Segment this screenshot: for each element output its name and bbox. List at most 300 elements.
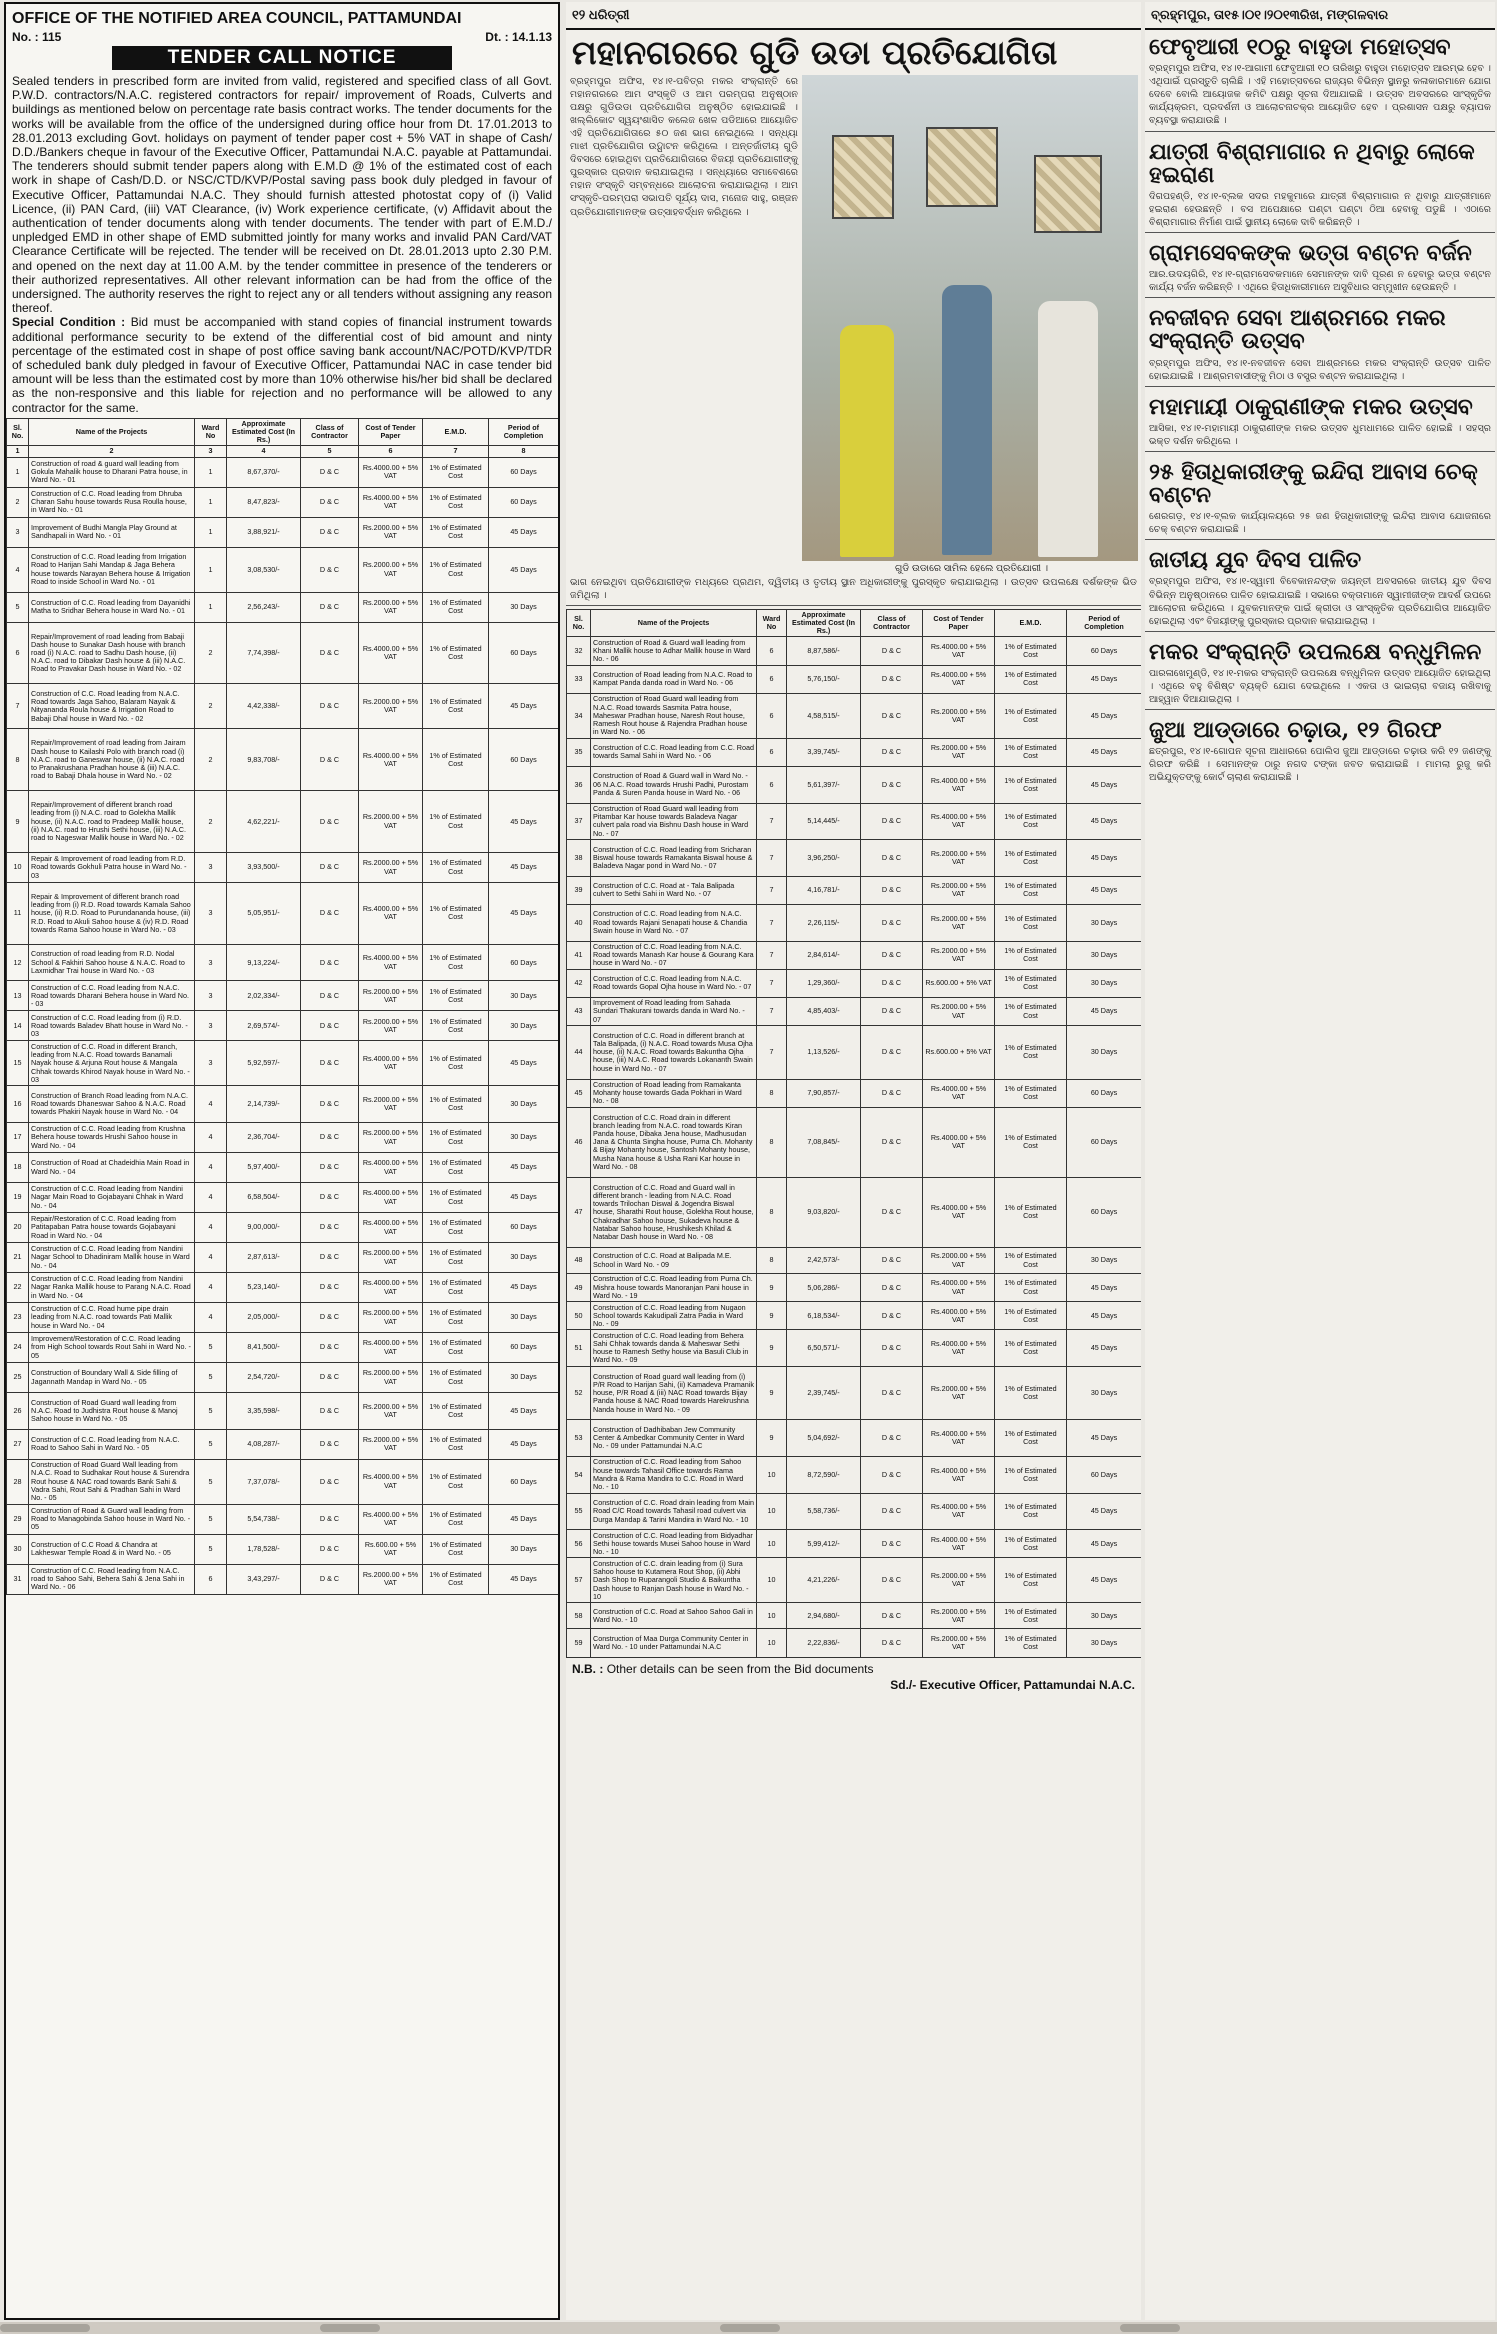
- ward-cell: 4: [195, 1086, 227, 1123]
- kite-story-block: [566, 75, 1141, 576]
- ward-cell: 9: [757, 1330, 787, 1367]
- ward-cell: 2: [195, 684, 227, 729]
- tender-paper-cell: Rs.2000.00 + 5% VAT: [923, 1367, 995, 1420]
- tender-paper-cell: Rs.4000.00 + 5% VAT: [923, 1530, 995, 1558]
- scroll-thumb[interactable]: [720, 2324, 780, 2332]
- ward-cell: 1: [195, 592, 227, 622]
- table-row: [567, 693, 1142, 738]
- period-cell: 60 Days: [489, 487, 559, 517]
- news-headline: ଫେବୃଆରୀ ୧୦ରୁ ବାହୁଡା ମହୋତ୍ସବ: [1149, 34, 1451, 60]
- emd-cell: 1% of Estimated Cost: [423, 1504, 489, 1534]
- serial-cell: 16: [7, 1086, 29, 1123]
- class-cell: D & C: [301, 853, 359, 883]
- period-cell: 30 Days: [1067, 1367, 1142, 1420]
- project-cell: Construction of Road & Guard wall in Ward No. - 06 N.A.C. Road towards Hrushi Padhi, Purostam Panda & Suren Panda house in Ward No. - 06: [591, 767, 757, 804]
- class-cell: D & C: [861, 997, 923, 1025]
- table-row: [567, 1558, 1142, 1603]
- serial-cell: 39: [567, 876, 591, 904]
- table-row: [567, 665, 1142, 693]
- column-number: 3: [195, 446, 227, 457]
- cost-cell: 7,37,078/-: [227, 1459, 301, 1504]
- serial-cell: 2: [7, 487, 29, 517]
- project-cell: Construction of road & guard wall leading from Gokula Mahalik house to Dharani Patra house, in Ward No. - 01: [29, 457, 195, 487]
- special-condition-label: Special Condition :: [12, 315, 126, 330]
- class-cell: D & C: [301, 1393, 359, 1430]
- period-cell: 45 Days: [489, 1564, 559, 1594]
- tender-paper-cell: Rs.2000.00 + 5% VAT: [923, 876, 995, 904]
- project-cell: Construction of Boundary Wall & Side filling of Jagannath Mandap in Ward No. - 05: [29, 1363, 195, 1393]
- divider: [566, 605, 1141, 606]
- tender-paper-cell: Rs.2000.00 + 5% VAT: [359, 1363, 423, 1393]
- cost-cell: 3,88,921/-: [227, 517, 301, 547]
- tender-paper-cell: Rs.2000.00 + 5% VAT: [359, 1086, 423, 1123]
- class-cell: D & C: [861, 767, 923, 804]
- serial-cell: 52: [567, 1367, 591, 1420]
- period-cell: 30 Days: [489, 1303, 559, 1333]
- ward-cell: 7: [757, 876, 787, 904]
- child-figure: [1038, 301, 1098, 557]
- emd-cell: 1% of Estimated Cost: [423, 1086, 489, 1123]
- period-cell: 45 Days: [1067, 693, 1142, 738]
- serial-cell: 43: [567, 997, 591, 1025]
- ward-cell: 3: [195, 883, 227, 945]
- class-cell: D & C: [861, 1558, 923, 1603]
- table-row: [7, 622, 559, 684]
- table-row: [7, 1429, 559, 1459]
- cost-cell: 1,78,528/-: [227, 1534, 301, 1564]
- table-row: [7, 1504, 559, 1534]
- kite-headline: ମହାନଗରରେ ଗୁଡି ଉଡା ପ୍ରତିଯୋଗିତା: [572, 33, 1058, 72]
- period-cell: 45 Days: [1067, 1302, 1142, 1330]
- kite-story-continued: ଭାଗ ନେଇଥିବା ପ୍ରତିଯୋଗୀଙ୍କ ମଧ୍ୟରେ ପ୍ରଥମ, ଦ୍ୱିତୀୟ ଓ ତୃତୀୟ ସ୍ଥାନ ଅଧିକାରୀଙ୍କୁ ପୁରସ୍କୃତ କରାଯାଇଥିଲା । ଉତ୍ସବ ଉପଲକ୍ଷେ ଦର୍ଶକଙ୍କ ଭିଡ ଜମିଥିଲା ।: [570, 576, 1137, 601]
- cost-cell: 2,02,334/-: [227, 981, 301, 1011]
- class-cell: D & C: [861, 1302, 923, 1330]
- cost-cell: 5,23,140/-: [227, 1273, 301, 1303]
- class-cell: D & C: [301, 1333, 359, 1363]
- period-cell: 45 Days: [1067, 767, 1142, 804]
- tender-paper-cell: Rs.2000.00 + 5% VAT: [923, 738, 995, 766]
- column-header: Class of Contractor: [861, 609, 923, 637]
- cost-cell: 6,18,534/-: [787, 1302, 861, 1330]
- serial-cell: 27: [7, 1429, 29, 1459]
- period-cell: 30 Days: [489, 1363, 559, 1393]
- cost-cell: 3,96,250/-: [787, 840, 861, 877]
- cost-cell: 3,39,745/-: [787, 738, 861, 766]
- table-row: [7, 1459, 559, 1504]
- ward-cell: 4: [195, 1243, 227, 1273]
- column-header: E.M.D.: [423, 418, 489, 446]
- emd-cell: 1% of Estimated Cost: [423, 622, 489, 684]
- serial-cell: 59: [567, 1629, 591, 1657]
- ward-cell: 10: [757, 1603, 787, 1629]
- period-cell: 45 Days: [489, 684, 559, 729]
- class-cell: D & C: [301, 1459, 359, 1504]
- cost-cell: 8,72,590/-: [787, 1457, 861, 1494]
- serial-cell: 41: [567, 941, 591, 969]
- serial-cell: 6: [7, 622, 29, 684]
- cost-cell: 2,05,000/-: [227, 1303, 301, 1333]
- table-row: [7, 853, 559, 883]
- cost-cell: 4,85,403/-: [787, 997, 861, 1025]
- ward-cell: 2: [195, 622, 227, 684]
- column-header: Period of Completion: [1067, 609, 1142, 637]
- notice-number: No. : 115: [12, 30, 62, 44]
- table-row: [567, 876, 1142, 904]
- cost-cell: 7,74,398/-: [227, 622, 301, 684]
- period-cell: 45 Days: [489, 1041, 559, 1086]
- emd-cell: 1% of Estimated Cost: [995, 693, 1067, 738]
- table-row: [567, 1107, 1142, 1177]
- table-row: [7, 729, 559, 791]
- table-row: [567, 1274, 1142, 1302]
- class-cell: D & C: [861, 1274, 923, 1302]
- table-row: [7, 1534, 559, 1564]
- cost-cell: 2,39,745/-: [787, 1367, 861, 1420]
- cost-cell: 2,54,720/-: [227, 1363, 301, 1393]
- scroll-thumb[interactable]: [320, 2324, 380, 2332]
- serial-cell: 35: [567, 738, 591, 766]
- tender-paper-cell: Rs.2000.00 + 5% VAT: [359, 684, 423, 729]
- table-row: [567, 767, 1142, 804]
- ward-cell: 3: [195, 1041, 227, 1086]
- ward-cell: 6: [757, 693, 787, 738]
- project-cell: Construction of C.C. Road leading from N.A.C. Road towards Gopal Ojha house in Ward No. - 07: [591, 969, 757, 997]
- cost-cell: 7,90,857/-: [787, 1079, 861, 1107]
- period-cell: 30 Days: [1067, 1603, 1142, 1629]
- ward-cell: 8: [757, 1107, 787, 1177]
- serial-cell: 56: [567, 1530, 591, 1558]
- cost-cell: 8,41,500/-: [227, 1333, 301, 1363]
- cost-cell: 2,94,680/-: [787, 1603, 861, 1629]
- emd-cell: 1% of Estimated Cost: [995, 1558, 1067, 1603]
- emd-cell: 1% of Estimated Cost: [995, 767, 1067, 804]
- ward-cell: 1: [195, 457, 227, 487]
- serial-cell: 33: [567, 665, 591, 693]
- period-cell: 45 Days: [489, 1429, 559, 1459]
- divider: [1145, 451, 1495, 452]
- project-cell: Construction of C.C. Road leading from Purna Ch. Mishra house towards Manoranjan Pani house in Ward No. - 19: [591, 1274, 757, 1302]
- emd-cell: 1% of Estimated Cost: [423, 592, 489, 622]
- ward-cell: 5: [195, 1393, 227, 1430]
- class-cell: D & C: [861, 941, 923, 969]
- serial-cell: 57: [567, 1558, 591, 1603]
- emd-cell: 1% of Estimated Cost: [995, 1274, 1067, 1302]
- tender-paper-cell: Rs.4000.00 + 5% VAT: [923, 767, 995, 804]
- ward-cell: 1: [195, 487, 227, 517]
- project-cell: Construction of C.C. Road leading from N.A.C. Road towards Dharani Behera house in Ward No. - 03: [29, 981, 195, 1011]
- tender-paper-cell: Rs.2000.00 + 5% VAT: [923, 1558, 995, 1603]
- table-row: [7, 1153, 559, 1183]
- class-cell: D & C: [301, 592, 359, 622]
- ward-cell: 6: [757, 738, 787, 766]
- class-cell: D & C: [301, 1086, 359, 1123]
- serial-cell: 24: [7, 1333, 29, 1363]
- table-row: [567, 941, 1142, 969]
- serial-cell: 34: [567, 693, 591, 738]
- project-cell: Construction of Road Guard Wall leading from N.A.C. Road to Sudhakar Rout house & Surendra Rout house & NAC road towards Bank Sahi & Vadra Sahi, Rout Sahi & Pradhan Sahi in Ward No. - 05: [29, 1459, 195, 1504]
- ward-cell: 4: [195, 1183, 227, 1213]
- tender-paper-cell: Rs.4000.00 + 5% VAT: [923, 637, 995, 665]
- cost-cell: 9,83,708/-: [227, 729, 301, 791]
- table-row: [567, 1629, 1142, 1657]
- table-header-row: [567, 609, 1142, 637]
- office-heading: OFFICE OF THE NOTIFIED AREA COUNCIL, PATTAMUNDAI: [12, 10, 462, 27]
- class-cell: D & C: [301, 622, 359, 684]
- table-row: [7, 944, 559, 981]
- cost-cell: 2,26,115/-: [787, 904, 861, 941]
- class-cell: D & C: [301, 1303, 359, 1333]
- project-cell: Improvement of Road leading from Sahada Sundari Thakurani towards danda in Ward No. - 07: [591, 997, 757, 1025]
- period-cell: 45 Days: [1067, 1330, 1142, 1367]
- table-row: [567, 738, 1142, 766]
- cost-cell: 4,21,226/-: [787, 1558, 861, 1603]
- table-header-row: [7, 418, 559, 446]
- news-headline: ୨୫ ହିତାଧିକାରୀଙ୍କୁ ଇନ୍ଦିରା ଆବାସ ଚେକ୍ ବଣ୍ଟନ: [1149, 458, 1478, 509]
- column-header: Approximate Estimated Cost (In Rs.): [787, 609, 861, 637]
- emd-cell: 1% of Estimated Cost: [995, 1420, 1067, 1457]
- cost-cell: 5,04,692/-: [787, 1420, 861, 1457]
- notice-number-row: [6, 30, 558, 44]
- scroll-thumb[interactable]: [1120, 2324, 1180, 2332]
- tender-paper-cell: Rs.4000.00 + 5% VAT: [359, 622, 423, 684]
- project-cell: Construction of C.C. Road in different Branch, leading from N.A.C. Road towards Banamali Nayak house & Arjuna Rout house & Mangala Chhak towards Khirod Nayak house in Ward No. - 03: [29, 1041, 195, 1086]
- ward-cell: 6: [757, 637, 787, 665]
- child-figure: [840, 325, 894, 557]
- serial-cell: 19: [7, 1183, 29, 1213]
- ward-cell: 7: [757, 969, 787, 997]
- project-cell: Construction of road leading from R.D. Nodal School & Fakhiri Sahoo house & N.A.C. Road to Laxmidhar Trai house in Ward No. - 03: [29, 944, 195, 981]
- cost-cell: 5,06,286/-: [787, 1274, 861, 1302]
- serial-cell: 11: [7, 883, 29, 945]
- period-cell: 60 Days: [1067, 1457, 1142, 1494]
- class-cell: D & C: [861, 637, 923, 665]
- cost-cell: 3,08,530/-: [227, 547, 301, 592]
- emd-cell: 1% of Estimated Cost: [995, 1330, 1067, 1367]
- serial-cell: 47: [567, 1177, 591, 1247]
- serial-cell: 18: [7, 1153, 29, 1183]
- table-row: [7, 1243, 559, 1273]
- cost-cell: 8,67,370/-: [227, 457, 301, 487]
- divider: [1145, 386, 1495, 387]
- tender-paper-cell: Rs.4000.00 + 5% VAT: [923, 1107, 995, 1177]
- serial-cell: 23: [7, 1303, 29, 1333]
- news-text: ଆର.ଉଦୟଗିରି, ୧୪।୧-ଗ୍ରାମସେବକମାନେ ସେମାନଙ୍କ ଦାବି ପୂରଣ ନ ହେବାରୁ ଭତ୍ତା ବଣ୍ଟନ କାର୍ଯ୍ୟ ବର୍ଜନ କରିଛନ୍ତି । ଏଥିରେ ହିତାଧିକାରୀମାନେ ଅସୁବିଧାର ସମ୍ମୁଖୀନ ହେଉଛନ୍ତି ।: [1149, 269, 1491, 294]
- cost-cell: 5,97,400/-: [227, 1153, 301, 1183]
- emd-cell: 1% of Estimated Cost: [423, 684, 489, 729]
- news-text: ଆସିକା, ୧୪।୧-ମହାମାୟୀ ଠାକୁରାଣୀଙ୍କ ମକର ଉତ୍ସବ ଧୁମଧାମରେ ପାଳିତ ହୋଇଛି । ସହସ୍ର ଭକ୍ତ ଦର୍ଶନ କରିଥିଲେ ।: [1149, 422, 1491, 447]
- project-cell: Construction of Road at Chadeidhia Main Road in Ward No. - 04: [29, 1153, 195, 1183]
- emd-cell: 1% of Estimated Cost: [995, 876, 1067, 904]
- class-cell: D & C: [861, 1079, 923, 1107]
- table-row: [567, 1493, 1142, 1530]
- table-row: [7, 1273, 559, 1303]
- cost-cell: 1,13,526/-: [787, 1026, 861, 1079]
- ward-cell: 3: [195, 853, 227, 883]
- tender-paper-cell: Rs.2000.00 + 5% VAT: [359, 1303, 423, 1333]
- class-cell: D & C: [861, 1530, 923, 1558]
- tender-notice-panel: [4, 2, 560, 2320]
- project-cell: Construction of C.C Road & Chandra at Lakheswar Temple Road & in Ward No. - 05: [29, 1534, 195, 1564]
- emd-cell: 1% of Estimated Cost: [995, 904, 1067, 941]
- table-row: [567, 1530, 1142, 1558]
- project-cell: Construction of C.C. Road leading from N.A.C. Road towards Jaga Sahoo, Balaram Nayak & Nityananda Roula house & Irrigation Road to Babaji Dhal house in Ward No. - 02: [29, 684, 195, 729]
- project-cell: Repair/Restoration of C.C. Road leading from Patitapaban Patra house towards Gojabayani Road in Ward No. - 04: [29, 1213, 195, 1243]
- divider: [1145, 709, 1495, 710]
- period-cell: 30 Days: [1067, 904, 1142, 941]
- tender-title: TENDER CALL NOTICE: [112, 46, 452, 70]
- emd-cell: 1% of Estimated Cost: [423, 729, 489, 791]
- serial-cell: 7: [7, 684, 29, 729]
- table-row: [7, 547, 559, 592]
- emd-cell: 1% of Estimated Cost: [423, 1183, 489, 1213]
- tender-paper-cell: Rs.2000.00 + 5% VAT: [923, 1248, 995, 1274]
- column-number: 6: [359, 446, 423, 457]
- serial-cell: 53: [567, 1420, 591, 1457]
- page-header-middle: [566, 2, 1141, 30]
- period-cell: 30 Days: [489, 1123, 559, 1153]
- horizontal-scrollbar[interactable]: [0, 2322, 1497, 2334]
- tender-paper-cell: Rs.2000.00 + 5% VAT: [359, 517, 423, 547]
- class-cell: D & C: [301, 487, 359, 517]
- ward-cell: 4: [195, 1273, 227, 1303]
- project-cell: Construction of C.C. Road leading from Nandini Nagar Ranka Mallik house to Parang N.A.C. Road in Ward No. - 04: [29, 1273, 195, 1303]
- project-cell: Repair/Improvement of different branch road leading from (i) N.A.C. road to Golekha Mallik house, (ii) N.A.C. road to Pradeep Mallik house, (ii) N.A.C. road to Hrushi Sethi house, (iii) N.A.C. road to Nageswar Mallik house in Ward No. - 02: [29, 791, 195, 853]
- project-cell: Improvement of Budhi Mangla Play Ground at Sandhapali in Ward No. - 01: [29, 517, 195, 547]
- ward-cell: 6: [757, 767, 787, 804]
- tender-paper-cell: Rs.2000.00 + 5% VAT: [923, 840, 995, 877]
- emd-cell: 1% of Estimated Cost: [995, 738, 1067, 766]
- emd-cell: 1% of Estimated Cost: [995, 1629, 1067, 1657]
- scroll-thumb[interactable]: [0, 2324, 90, 2332]
- tender-paper-cell: Rs.4000.00 + 5% VAT: [359, 883, 423, 945]
- tender-paper-cell: Rs.2000.00 + 5% VAT: [923, 941, 995, 969]
- news-text: ବ୍ରହ୍ମପୁର ଅଫିସ, ୧୪।୧-ଆଗାମୀ ଫେବୃଆରୀ ୧୦ ତାରିଖରୁ ବାହୁଡା ମହୋତ୍ସବ ଆରମ୍ଭ ହେବ । ଏଥିପାଇଁ ପ୍ରସ୍ତୁତି ଚାଲିଛି । ଏହି ମହୋତ୍ସବରେ ରାଜ୍ୟର ବିଭିନ୍ନ ସ୍ଥାନରୁ କଳାକାରମାନେ ଯୋଗ ଦେବେ ବୋଲି ଆୟୋଜକ କମିଟି ପକ୍ଷରୁ ସୂଚନା ଦିଆଯାଇଛି । ଉତ୍ସବ ଅବସରରେ ସାଂସ୍କୃତିକ କାର୍ଯ୍ୟକ୍ରମ, ପ୍ରଦର୍ଶନୀ ଓ ଆଲୋଚନାଚକ୍ର ଆୟୋଜିତ ହେବ । ପ୍ରଶାସନ ପକ୍ଷରୁ ବ୍ୟାପକ ବ୍ୟବସ୍ଥା କରାଯାଉଛି ।: [1149, 63, 1491, 127]
- project-cell: Improvement/Restoration of C.C. Road leading from High School towards Rout Sahi in Ward No. - 05: [29, 1333, 195, 1363]
- serial-cell: 37: [567, 803, 591, 840]
- column-header: Period of Completion: [489, 418, 559, 446]
- cost-cell: 5,76,150/-: [787, 665, 861, 693]
- tender-paper-cell: Rs.4000.00 + 5% VAT: [359, 1213, 423, 1243]
- ward-cell: 10: [757, 1629, 787, 1657]
- emd-cell: 1% of Estimated Cost: [423, 1303, 489, 1333]
- tender-paper-cell: Rs.2000.00 + 5% VAT: [359, 592, 423, 622]
- class-cell: D & C: [861, 1603, 923, 1629]
- period-cell: 60 Days: [1067, 1107, 1142, 1177]
- column-header: Class of Contractor: [301, 418, 359, 446]
- project-cell: Construction of Road & Guard wall leading from Khani Mallik house to Adhar Mallik house in Ward No. - 06: [591, 637, 757, 665]
- cost-cell: 2,84,614/-: [787, 941, 861, 969]
- serial-cell: 36: [567, 767, 591, 804]
- news-headline: ନବଜୀବନ ସେବା ଆଶ୍ରମରେ ମକର ସଂକ୍ରାନ୍ତି ଉତ୍ସବ: [1149, 305, 1446, 355]
- project-cell: Construction of C.C. Road at Sahoo Sahoo Gali in Ward No. - 10: [591, 1603, 757, 1629]
- table-row: [7, 1363, 559, 1393]
- ward-cell: 8: [757, 1177, 787, 1247]
- cost-cell: 2,69,574/-: [227, 1011, 301, 1041]
- column-header: Cost of Tender Paper: [359, 418, 423, 446]
- project-cell: Construction of C.C. Road leading from Sahoo house towards Tahasil Office towards Rama Mandra & Rama Mandira to C.C. Road in Ward No. - 10: [591, 1457, 757, 1494]
- ward-cell: 5: [195, 1363, 227, 1393]
- period-cell: 45 Days: [489, 1183, 559, 1213]
- class-cell: D & C: [301, 729, 359, 791]
- cost-cell: 3,35,598/-: [227, 1393, 301, 1430]
- special-condition: [6, 315, 558, 414]
- emd-cell: 1% of Estimated Cost: [995, 1302, 1067, 1330]
- emd-cell: 1% of Estimated Cost: [423, 944, 489, 981]
- class-cell: D & C: [301, 791, 359, 853]
- project-cell: Construction of Road Guard wall leading from Pitambar Kar house towards Baladeva Nagar culvert pala road via Bishnu Dash house in Ward No. - 07: [591, 803, 757, 840]
- cost-cell: 4,42,338/-: [227, 684, 301, 729]
- ward-cell: 3: [195, 1011, 227, 1041]
- emd-cell: 1% of Estimated Cost: [995, 969, 1067, 997]
- column-header: E.M.D.: [995, 609, 1067, 637]
- class-cell: D & C: [301, 684, 359, 729]
- emd-cell: 1% of Estimated Cost: [995, 941, 1067, 969]
- tender-paper-cell: Rs.4000.00 + 5% VAT: [359, 729, 423, 791]
- class-cell: D & C: [861, 1629, 923, 1657]
- class-cell: D & C: [861, 1177, 923, 1247]
- emd-cell: 1% of Estimated Cost: [423, 853, 489, 883]
- tender-paper-cell: Rs.4000.00 + 5% VAT: [923, 1177, 995, 1247]
- ward-cell: 5: [195, 1429, 227, 1459]
- table-row: [567, 803, 1142, 840]
- cost-cell: 8,87,586/-: [787, 637, 861, 665]
- project-cell: Construction of C.C. Road drain in different branch leading from N.A.C. road towards Kiran Panda house, Dibaka Jena house, Madhusudan Jana & Chunta Singha house, Purna Ch. Mohanty & Bijay Mohanty house, Santosh Mohanty house, Musha Nana house & Usha Rani Kar house in Ward No. - 08: [591, 1107, 757, 1177]
- tender-table-left: [6, 418, 559, 1595]
- class-cell: D & C: [301, 1011, 359, 1041]
- column-header: Ward No: [195, 418, 227, 446]
- class-cell: D & C: [861, 904, 923, 941]
- period-cell: 45 Days: [489, 1273, 559, 1303]
- project-cell: Construction of C.C. Road leading from C.C. Road towards Samal Sahi in Ward No. - 06: [591, 738, 757, 766]
- period-cell: 30 Days: [1067, 1629, 1142, 1657]
- divider: [1145, 131, 1495, 132]
- emd-cell: 1% of Estimated Cost: [423, 1459, 489, 1504]
- cost-cell: 2,36,704/-: [227, 1123, 301, 1153]
- column-number: 7: [423, 446, 489, 457]
- tender-paper-cell: Rs.4000.00 + 5% VAT: [359, 1041, 423, 1086]
- serial-cell: 51: [567, 1330, 591, 1367]
- period-cell: 30 Days: [1067, 969, 1142, 997]
- project-cell: Construction of C.C. Road leading from Behera Sahi Chhak towards danda & Maheswar Sethi house to Ramesh Sethy house via Basuli Club in Ward No. - 09: [591, 1330, 757, 1367]
- class-cell: D & C: [301, 944, 359, 981]
- ward-cell: 10: [757, 1558, 787, 1603]
- kite-shape: [926, 127, 998, 207]
- emd-cell: 1% of Estimated Cost: [995, 1177, 1067, 1247]
- tender-paper-cell: Rs.4000.00 + 5% VAT: [923, 1274, 995, 1302]
- kite-shape: [832, 135, 894, 219]
- serial-cell: 28: [7, 1459, 29, 1504]
- project-cell: Construction of Road leading from N.A.C. Road to Kampat Panda danda road in Ward No. - 06: [591, 665, 757, 693]
- serial-cell: 32: [567, 637, 591, 665]
- period-cell: 30 Days: [489, 1011, 559, 1041]
- table-row: [7, 1303, 559, 1333]
- emd-cell: 1% of Estimated Cost: [995, 1457, 1067, 1494]
- column-header: Ward No: [757, 609, 787, 637]
- cost-cell: 9,13,224/-: [227, 944, 301, 981]
- bid-note: [566, 1658, 1141, 1676]
- news-text: ଦିଗପହଣ୍ଡି, ୧୪।୧-ବ୍ଲକ ସଦର ମହକୁମାରେ ଯାତ୍ରୀ ବିଶ୍ରାମାଗାର ନ ଥିବାରୁ ଯାତ୍ରୀମାନେ ହଇରାଣ ହେଉଛନ୍ତି । ବସ ଅପେକ୍ଷାରେ ଘଣ୍ଟା ଘଣ୍ଟା ଠିଆ ହେବାକୁ ପଡୁଛି । ଏଠାରେ ବିଶ୍ରାମାଗାର ନିର୍ମାଣ ପାଇଁ ସ୍ଥାନୀୟ ଲୋକେ ଦାବି କରିଛନ୍ତି ।: [1149, 190, 1491, 228]
- serial-cell: 40: [567, 904, 591, 941]
- project-cell: Construction of C.C. Road leading from N.A.C. Road to Sahoo Sahi in Ward No. - 05: [29, 1429, 195, 1459]
- serial-cell: 13: [7, 981, 29, 1011]
- serial-cell: 1: [7, 457, 29, 487]
- table-row: [567, 1026, 1142, 1079]
- project-cell: Construction of C.C. Road leading from Sricharan Biswal house towards Ramakanta Biswal house & Baladeva Nagar pond in Ward No. - 07: [591, 840, 757, 877]
- period-cell: 45 Days: [1067, 665, 1142, 693]
- tender-paper-cell: Rs.2000.00 + 5% VAT: [923, 1629, 995, 1657]
- period-cell: 45 Days: [489, 547, 559, 592]
- cost-cell: 6,58,504/-: [227, 1183, 301, 1213]
